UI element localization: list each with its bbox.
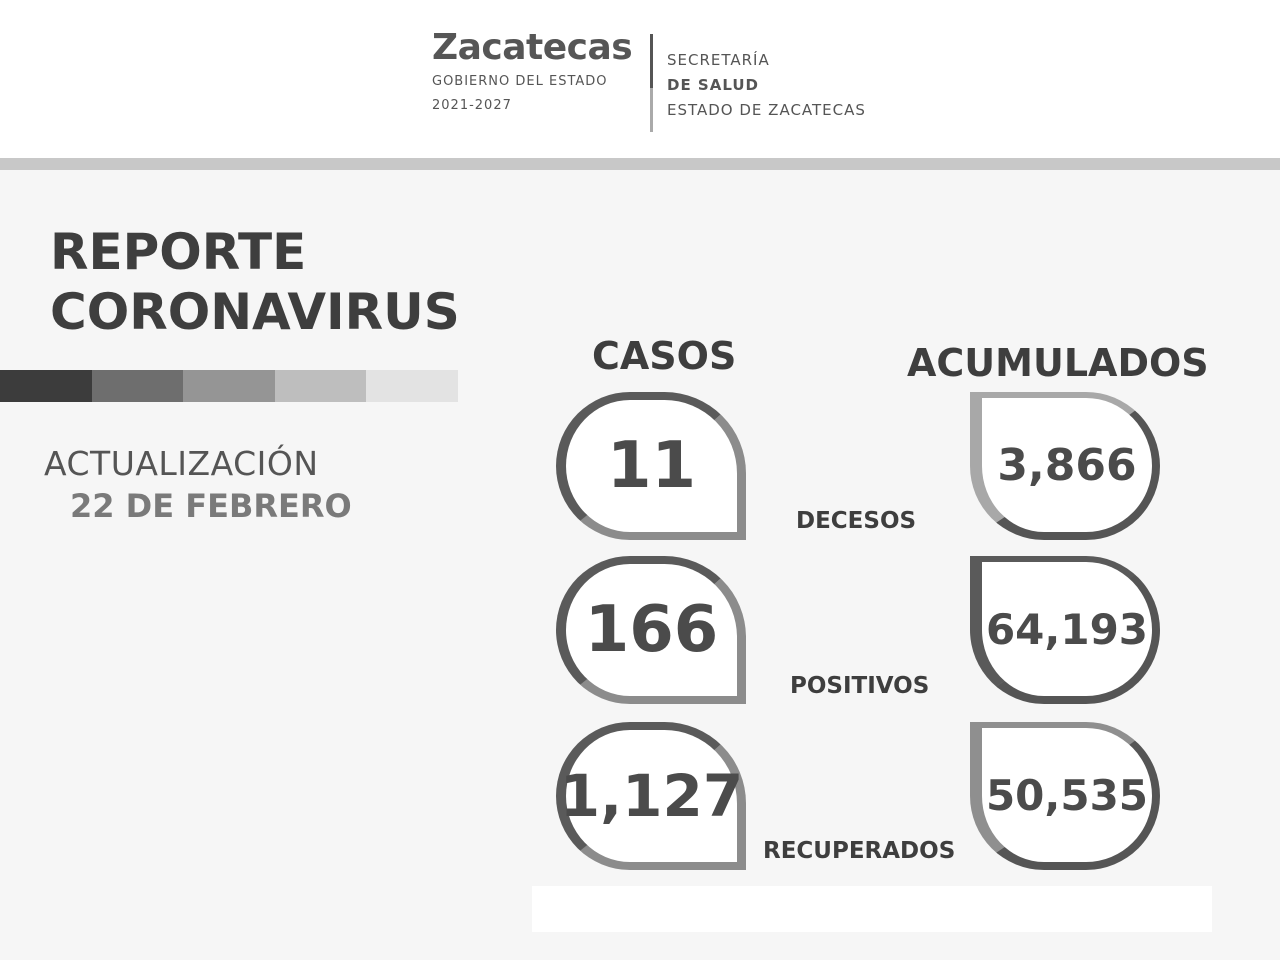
category-deaths: DECESOS: [796, 508, 917, 534]
stripe-2: [92, 370, 184, 402]
cumulative-positives-value: 64,193: [970, 556, 1160, 704]
dept-line-2: DE SALUD: [667, 76, 759, 94]
dept-line-3: ESTADO DE ZACATECAS: [667, 101, 866, 119]
health-department-logo: [667, 48, 866, 123]
daily-cases-header: CASOS: [592, 334, 737, 378]
government-logo: [432, 28, 632, 118]
update-label: ACTUALIZACIÓN: [44, 444, 319, 483]
gradient-stripes: [0, 370, 458, 402]
daily-positives-value: 166: [556, 556, 746, 704]
daily-deaths-value: 11: [556, 392, 746, 540]
stripe-3: [183, 370, 275, 402]
logo-subtitle: GOBIERNO DEL ESTADO: [432, 74, 608, 89]
logo-separator: [650, 34, 653, 132]
stripe-1: [0, 370, 92, 402]
header-divider: [0, 158, 1280, 170]
title-line-2: CORONAVIRUS: [50, 283, 460, 341]
report-title: [50, 222, 460, 342]
category-recovered: RECUPERADOS: [763, 838, 956, 864]
logo-period: 2021-2027: [432, 98, 512, 113]
category-positives: POSITIVOS: [790, 673, 930, 699]
footer-box: [532, 886, 1212, 932]
stripe-5: [366, 370, 458, 402]
stripe-4: [275, 370, 367, 402]
update-date: 22 DE FEBRERO: [70, 487, 352, 525]
cumulative-recovered-value: 50,535: [970, 722, 1160, 870]
cumulative-deaths-value: 3,866: [970, 392, 1160, 540]
cumulative-header: ACUMULADOS: [907, 341, 1209, 385]
daily-recovered-value: 1,127: [556, 722, 746, 870]
dept-line-1: SECRETARÍA: [667, 51, 770, 69]
page-header: [0, 0, 1280, 158]
title-line-1: REPORTE: [50, 223, 307, 281]
logo-name: Zacatecas: [432, 27, 633, 68]
